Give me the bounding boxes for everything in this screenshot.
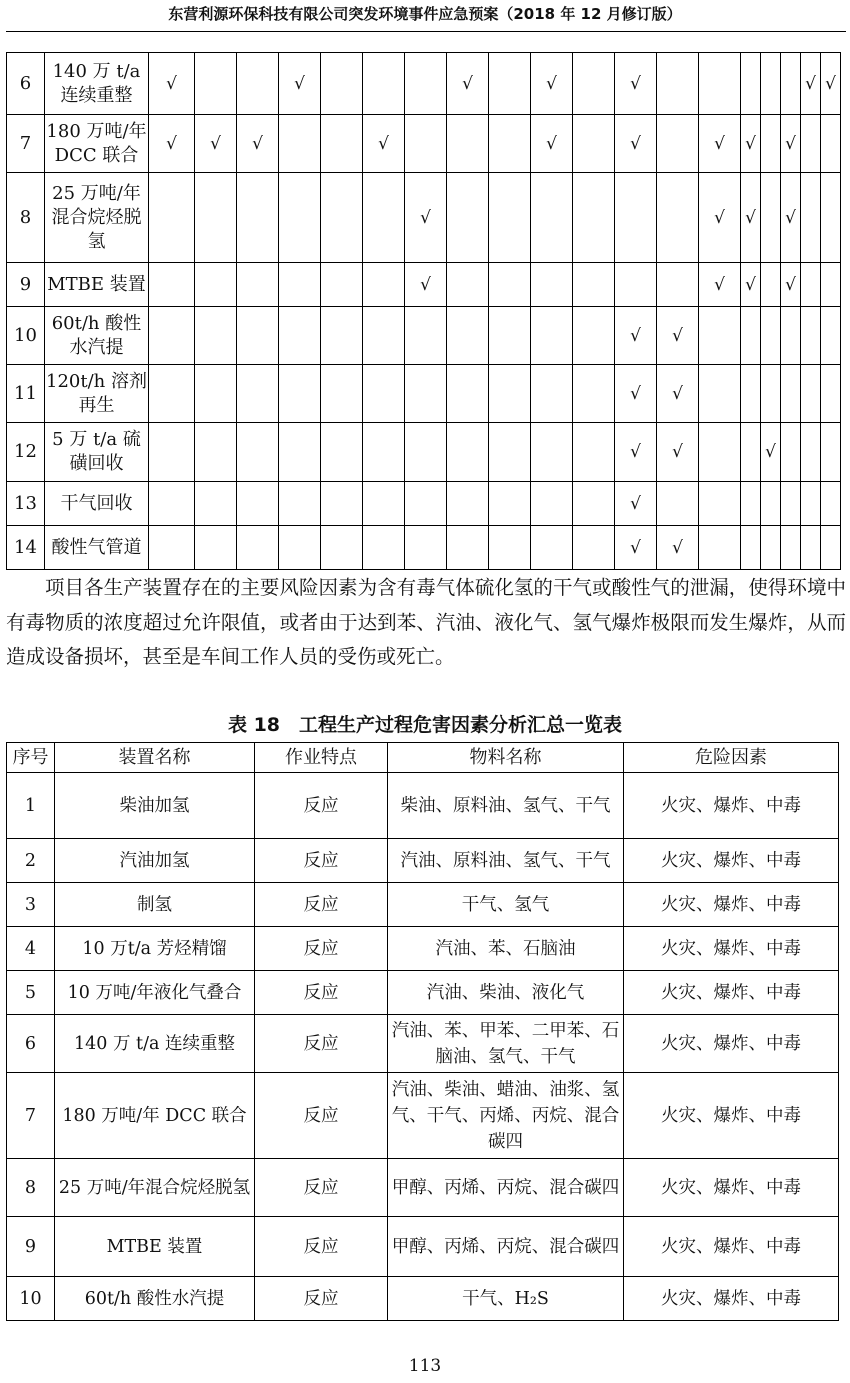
check-mark: √ xyxy=(699,173,741,263)
check-mark: √ xyxy=(531,115,573,173)
check-mark: √ xyxy=(363,115,405,173)
empty-cell xyxy=(489,263,531,307)
matrix-row xyxy=(7,53,841,115)
empty-cell xyxy=(573,482,615,526)
paragraph-text: 项目各生产装置存在的主要风险因素为含有毒气体硫化氢的干气或酸性气的泄漏，使得环境中有毒物质的浓度超过允许限值，或者由于达到苯、汽油、液化气、氢气爆炸极限而发生爆炸，从而造成设备损坏，甚至是车间工作人员的受伤或死亡。 xyxy=(6,576,846,668)
empty-cell xyxy=(405,115,447,173)
page-header: 东营利源环保科技有限公司突发环境事件应急预案（2018 年 12 月修订版） xyxy=(168,5,682,23)
empty-cell xyxy=(699,482,741,526)
empty-cell xyxy=(447,307,489,365)
empty-cell xyxy=(279,423,321,482)
empty-cell xyxy=(761,115,781,173)
device-name: 10 万吨/年液化气叠合 xyxy=(55,971,255,1015)
empty-cell xyxy=(761,173,781,263)
col-header-operation: 作业特点 xyxy=(255,743,388,773)
device-name: 制氢 xyxy=(55,883,255,927)
empty-cell xyxy=(657,173,699,263)
matrix-device-name: 25 万吨/年混合烷烃脱氢 xyxy=(45,173,149,263)
empty-cell xyxy=(237,307,279,365)
check-mark: √ xyxy=(447,53,489,115)
empty-cell xyxy=(781,423,801,482)
row-number: 10 xyxy=(7,1277,55,1321)
risk-paragraph xyxy=(6,571,846,675)
matrix-row-number: 13 xyxy=(7,482,45,526)
empty-cell xyxy=(279,263,321,307)
matrix-row xyxy=(7,526,841,570)
empty-cell xyxy=(657,263,699,307)
material-names: 干气、H₂S xyxy=(388,1277,624,1321)
empty-cell xyxy=(195,307,237,365)
matrix-row xyxy=(7,115,841,173)
empty-cell xyxy=(741,526,761,570)
check-mark: √ xyxy=(615,53,657,115)
matrix-device-name: MTBE 装置 xyxy=(45,263,149,307)
empty-cell xyxy=(781,482,801,526)
col-header-hazard: 危险因素 xyxy=(624,743,839,773)
check-mark: √ xyxy=(405,173,447,263)
empty-cell xyxy=(761,307,781,365)
device-name: 60t/h 酸性水汽提 xyxy=(55,1277,255,1321)
empty-cell xyxy=(801,482,821,526)
material-names: 汽油、原料油、氢气、干气 xyxy=(388,839,624,883)
empty-cell xyxy=(801,263,821,307)
empty-cell xyxy=(195,423,237,482)
empty-cell xyxy=(781,365,801,423)
device-name: 25 万吨/年混合烷烃脱氢 xyxy=(55,1159,255,1217)
empty-cell xyxy=(447,365,489,423)
risk-matrix-table xyxy=(6,52,841,570)
device-name: MTBE 装置 xyxy=(55,1217,255,1277)
empty-cell xyxy=(821,115,841,173)
check-mark: √ xyxy=(149,115,195,173)
material-names: 甲醇、丙烯、丙烷、混合碳四 xyxy=(388,1217,624,1277)
device-name: 柴油加氢 xyxy=(55,773,255,839)
empty-cell xyxy=(447,423,489,482)
empty-cell xyxy=(531,307,573,365)
check-mark: √ xyxy=(279,53,321,115)
row-number: 4 xyxy=(7,927,55,971)
device-name: 180 万吨/年 DCC 联合 xyxy=(55,1073,255,1159)
check-mark: √ xyxy=(741,173,761,263)
matrix-device-name: 120t/h 溶剂再生 xyxy=(45,365,149,423)
table-row xyxy=(7,1015,839,1073)
empty-cell xyxy=(237,173,279,263)
empty-cell xyxy=(237,482,279,526)
operation-type: 反应 xyxy=(255,971,388,1015)
empty-cell xyxy=(237,526,279,570)
empty-cell xyxy=(279,115,321,173)
empty-cell xyxy=(149,482,195,526)
empty-cell xyxy=(821,307,841,365)
empty-cell xyxy=(405,482,447,526)
row-number: 2 xyxy=(7,839,55,883)
check-mark: √ xyxy=(781,115,801,173)
col-header-device: 装置名称 xyxy=(55,743,255,773)
check-mark: √ xyxy=(237,115,279,173)
empty-cell xyxy=(573,263,615,307)
empty-cell xyxy=(363,173,405,263)
empty-cell xyxy=(657,115,699,173)
check-mark: √ xyxy=(405,263,447,307)
empty-cell xyxy=(821,173,841,263)
material-names: 柴油、原料油、氢气、干气 xyxy=(388,773,624,839)
empty-cell xyxy=(405,365,447,423)
empty-cell xyxy=(489,173,531,263)
hazard-factors: 火灾、爆炸、中毒 xyxy=(624,1217,839,1277)
empty-cell xyxy=(321,307,363,365)
matrix-device-name: 5 万 t/a 硫磺回收 xyxy=(45,423,149,482)
empty-cell xyxy=(821,423,841,482)
empty-cell xyxy=(321,263,363,307)
col-header-no: 序号 xyxy=(7,743,55,773)
empty-cell xyxy=(821,526,841,570)
empty-cell xyxy=(363,263,405,307)
empty-cell xyxy=(447,263,489,307)
matrix-row xyxy=(7,423,841,482)
empty-cell xyxy=(195,173,237,263)
empty-cell xyxy=(195,263,237,307)
empty-cell xyxy=(531,482,573,526)
material-names: 甲醇、丙烯、丙烷、混合碳四 xyxy=(388,1159,624,1217)
empty-cell xyxy=(237,53,279,115)
check-mark: √ xyxy=(821,53,841,115)
empty-cell xyxy=(489,423,531,482)
operation-type: 反应 xyxy=(255,927,388,971)
empty-cell xyxy=(237,263,279,307)
operation-type: 反应 xyxy=(255,1073,388,1159)
matrix-row-number: 12 xyxy=(7,423,45,482)
empty-cell xyxy=(489,53,531,115)
check-mark: √ xyxy=(699,115,741,173)
device-name: 汽油加氢 xyxy=(55,839,255,883)
operation-type: 反应 xyxy=(255,773,388,839)
check-mark: √ xyxy=(149,53,195,115)
hazard-summary-table xyxy=(6,742,839,1321)
table-row xyxy=(7,927,839,971)
empty-cell xyxy=(447,173,489,263)
empty-cell xyxy=(279,173,321,263)
empty-cell xyxy=(801,526,821,570)
empty-cell xyxy=(321,53,363,115)
empty-cell xyxy=(149,307,195,365)
check-mark: √ xyxy=(699,263,741,307)
empty-cell xyxy=(321,115,363,173)
empty-cell xyxy=(531,365,573,423)
matrix-row-number: 9 xyxy=(7,263,45,307)
matrix-row-number: 6 xyxy=(7,53,45,115)
empty-cell xyxy=(489,482,531,526)
check-mark: √ xyxy=(657,526,699,570)
empty-cell xyxy=(279,307,321,365)
empty-cell xyxy=(615,263,657,307)
empty-cell xyxy=(321,482,363,526)
empty-cell xyxy=(321,365,363,423)
empty-cell xyxy=(489,115,531,173)
matrix-device-name: 140 万 t/a 连续重整 xyxy=(45,53,149,115)
check-mark: √ xyxy=(781,263,801,307)
empty-cell xyxy=(573,307,615,365)
row-number: 7 xyxy=(7,1073,55,1159)
check-mark: √ xyxy=(615,482,657,526)
table-header-row xyxy=(7,743,839,773)
hazard-factors: 火灾、爆炸、中毒 xyxy=(624,839,839,883)
check-mark: √ xyxy=(615,365,657,423)
table-caption: 表 18 工程生产过程危害因素分析汇总一览表 xyxy=(227,714,623,736)
empty-cell xyxy=(699,526,741,570)
empty-cell xyxy=(801,423,821,482)
operation-type: 反应 xyxy=(255,883,388,927)
empty-cell xyxy=(741,423,761,482)
empty-cell xyxy=(195,526,237,570)
empty-cell xyxy=(761,263,781,307)
empty-cell xyxy=(801,115,821,173)
empty-cell xyxy=(279,526,321,570)
device-name: 140 万 t/a 连续重整 xyxy=(55,1015,255,1073)
empty-cell xyxy=(363,482,405,526)
material-names: 汽油、柴油、蜡油、油浆、氢气、干气、丙烯、丙烷、混合碳四 xyxy=(388,1073,624,1159)
matrix-row xyxy=(7,482,841,526)
matrix-row xyxy=(7,173,841,263)
empty-cell xyxy=(447,115,489,173)
empty-cell xyxy=(573,365,615,423)
empty-cell xyxy=(489,365,531,423)
empty-cell xyxy=(149,423,195,482)
row-number: 1 xyxy=(7,773,55,839)
empty-cell xyxy=(801,173,821,263)
check-mark: √ xyxy=(531,53,573,115)
empty-cell xyxy=(405,423,447,482)
empty-cell xyxy=(363,423,405,482)
check-mark: √ xyxy=(195,115,237,173)
empty-cell xyxy=(321,526,363,570)
empty-cell xyxy=(781,53,801,115)
check-mark: √ xyxy=(741,263,761,307)
empty-cell xyxy=(489,526,531,570)
empty-cell xyxy=(573,173,615,263)
empty-cell xyxy=(573,53,615,115)
hazard-factors: 火灾、爆炸、中毒 xyxy=(624,1277,839,1321)
empty-cell xyxy=(821,263,841,307)
empty-cell xyxy=(761,365,781,423)
empty-cell xyxy=(195,53,237,115)
matrix-row-number: 14 xyxy=(7,526,45,570)
check-mark: √ xyxy=(761,423,781,482)
check-mark: √ xyxy=(801,53,821,115)
check-mark: √ xyxy=(781,173,801,263)
row-number: 6 xyxy=(7,1015,55,1073)
table-row xyxy=(7,773,839,839)
empty-cell xyxy=(149,263,195,307)
matrix-row-number: 8 xyxy=(7,173,45,263)
row-number: 9 xyxy=(7,1217,55,1277)
device-name: 10 万t/a 芳烃精馏 xyxy=(55,927,255,971)
material-names: 汽油、柴油、液化气 xyxy=(388,971,624,1015)
material-names: 汽油、苯、甲苯、二甲苯、石脑油、氢气、干气 xyxy=(388,1015,624,1073)
check-mark: √ xyxy=(615,526,657,570)
operation-type: 反应 xyxy=(255,1159,388,1217)
check-mark: √ xyxy=(615,423,657,482)
empty-cell xyxy=(761,482,781,526)
hazard-factors: 火灾、爆炸、中毒 xyxy=(624,1159,839,1217)
empty-cell xyxy=(237,365,279,423)
empty-cell xyxy=(741,482,761,526)
table-row xyxy=(7,1277,839,1321)
matrix-row xyxy=(7,365,841,423)
hazard-factors: 火灾、爆炸、中毒 xyxy=(624,1073,839,1159)
empty-cell xyxy=(781,307,801,365)
matrix-row-number: 7 xyxy=(7,115,45,173)
table-row xyxy=(7,1159,839,1217)
empty-cell xyxy=(363,53,405,115)
empty-cell xyxy=(699,307,741,365)
empty-cell xyxy=(821,365,841,423)
empty-cell xyxy=(195,365,237,423)
matrix-row-number: 10 xyxy=(7,307,45,365)
empty-cell xyxy=(657,482,699,526)
empty-cell xyxy=(363,526,405,570)
matrix-device-name: 酸性气管道 xyxy=(45,526,149,570)
check-mark: √ xyxy=(657,423,699,482)
empty-cell xyxy=(615,173,657,263)
table-row xyxy=(7,1073,839,1159)
matrix-row xyxy=(7,263,841,307)
check-mark: √ xyxy=(741,115,761,173)
empty-cell xyxy=(363,307,405,365)
empty-cell xyxy=(699,365,741,423)
empty-cell xyxy=(405,526,447,570)
empty-cell xyxy=(573,423,615,482)
empty-cell xyxy=(149,173,195,263)
check-mark: √ xyxy=(657,365,699,423)
hazard-factors: 火灾、爆炸、中毒 xyxy=(624,1015,839,1073)
row-number: 8 xyxy=(7,1159,55,1217)
check-mark: √ xyxy=(615,115,657,173)
empty-cell xyxy=(781,526,801,570)
matrix-device-name: 干气回收 xyxy=(45,482,149,526)
hazard-factors: 火灾、爆炸、中毒 xyxy=(624,773,839,839)
hazard-factors: 火灾、爆炸、中毒 xyxy=(624,927,839,971)
empty-cell xyxy=(741,307,761,365)
matrix-device-name: 180 万吨/年 DCC 联合 xyxy=(45,115,149,173)
table-row xyxy=(7,839,839,883)
empty-cell xyxy=(321,173,363,263)
empty-cell xyxy=(761,526,781,570)
empty-cell xyxy=(801,307,821,365)
empty-cell xyxy=(531,423,573,482)
col-header-materials: 物料名称 xyxy=(388,743,624,773)
empty-cell xyxy=(821,482,841,526)
material-names: 干气、氢气 xyxy=(388,883,624,927)
empty-cell xyxy=(801,365,821,423)
empty-cell xyxy=(699,53,741,115)
empty-cell xyxy=(447,526,489,570)
empty-cell xyxy=(149,526,195,570)
empty-cell xyxy=(531,526,573,570)
empty-cell xyxy=(279,482,321,526)
hazard-factors: 火灾、爆炸、中毒 xyxy=(624,883,839,927)
header-rule xyxy=(6,31,846,32)
material-names: 汽油、苯、石脑油 xyxy=(388,927,624,971)
operation-type: 反应 xyxy=(255,1015,388,1073)
operation-type: 反应 xyxy=(255,839,388,883)
row-number: 3 xyxy=(7,883,55,927)
check-mark: √ xyxy=(615,307,657,365)
empty-cell xyxy=(699,423,741,482)
operation-type: 反应 xyxy=(255,1217,388,1277)
check-mark: √ xyxy=(657,307,699,365)
matrix-row xyxy=(7,307,841,365)
empty-cell xyxy=(531,263,573,307)
empty-cell xyxy=(573,115,615,173)
matrix-row-number: 11 xyxy=(7,365,45,423)
empty-cell xyxy=(531,173,573,263)
empty-cell xyxy=(405,307,447,365)
empty-cell xyxy=(405,53,447,115)
empty-cell xyxy=(195,482,237,526)
table-row xyxy=(7,971,839,1015)
empty-cell xyxy=(573,526,615,570)
empty-cell xyxy=(489,307,531,365)
operation-type: 反应 xyxy=(255,1277,388,1321)
empty-cell xyxy=(447,482,489,526)
table-row xyxy=(7,883,839,927)
hazard-factors: 火灾、爆炸、中毒 xyxy=(624,971,839,1015)
empty-cell xyxy=(741,53,761,115)
empty-cell xyxy=(363,365,405,423)
matrix-device-name: 60t/h 酸性水汽提 xyxy=(45,307,149,365)
empty-cell xyxy=(237,423,279,482)
empty-cell xyxy=(761,53,781,115)
empty-cell xyxy=(279,365,321,423)
table-row xyxy=(7,1217,839,1277)
empty-cell xyxy=(741,365,761,423)
empty-cell xyxy=(321,423,363,482)
row-number: 5 xyxy=(7,971,55,1015)
empty-cell xyxy=(657,53,699,115)
empty-cell xyxy=(149,365,195,423)
page-number: 113 xyxy=(408,1356,442,1376)
